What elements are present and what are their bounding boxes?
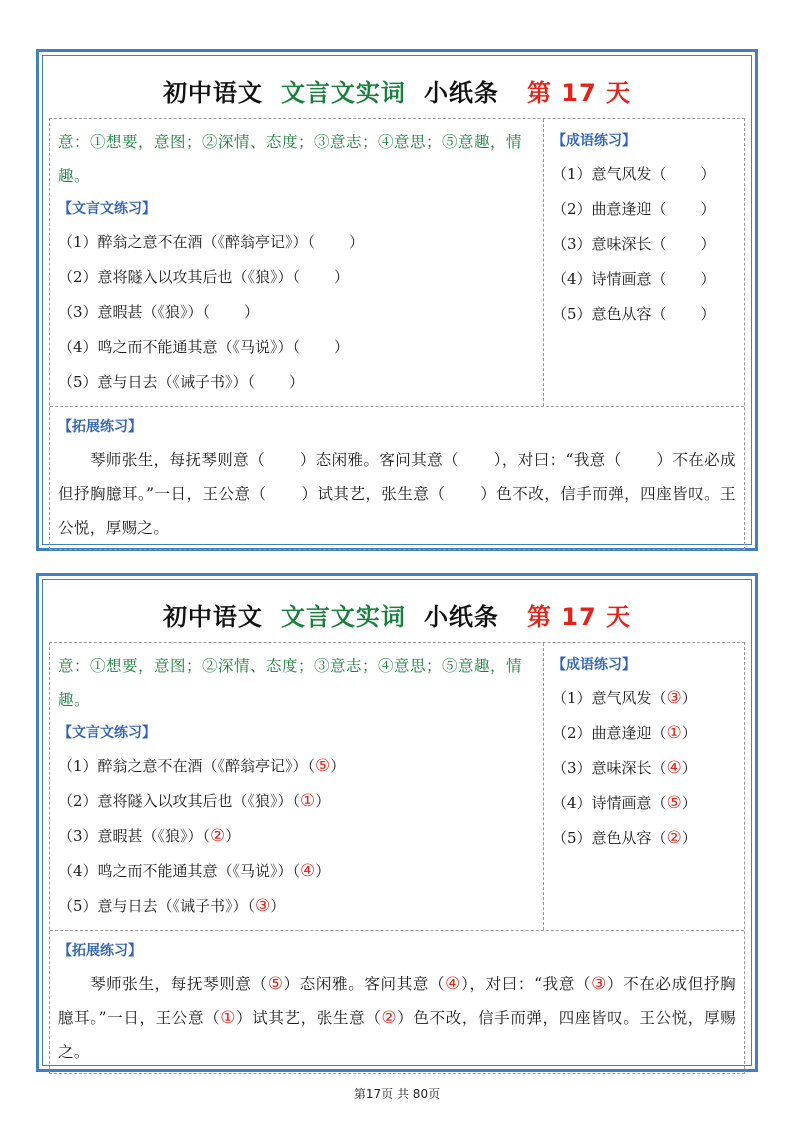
answer-blank[interactable] xyxy=(266,484,301,504)
title-subject: 初中语文 xyxy=(162,78,263,107)
note-card-answers xyxy=(36,573,758,1072)
answer-blank[interactable] xyxy=(667,199,701,219)
classical-item: （1）醉翁之意不在酒（《醉翁亭记》）（⑤） xyxy=(58,756,346,776)
answer-mark: ⑤ xyxy=(666,793,682,813)
answer-mark: ② xyxy=(210,826,226,846)
idiom-item: （2）曲意逢迎（ ） xyxy=(552,200,716,218)
answer-mark: ② xyxy=(666,828,682,848)
title-subject: 初中语文 xyxy=(162,602,263,631)
answer-mark: ④ xyxy=(666,758,682,778)
extend-heading: 【拓展练习】 xyxy=(58,419,142,435)
answer-mark: ③ xyxy=(255,896,271,916)
classical-heading: 【文言文练习】 xyxy=(58,201,156,217)
idiom-heading: 【成语练习】 xyxy=(552,657,636,673)
answer-mark: ⑤ xyxy=(267,974,284,994)
idiom-item: （2）曲意逢迎（①） xyxy=(552,723,697,743)
idiom-item: （1）意气风发（ ） xyxy=(552,165,716,183)
answer-blank[interactable] xyxy=(315,232,349,252)
page-footer: 第17页 共 80页 xyxy=(353,1087,441,1101)
title-day: 第 17 天 xyxy=(526,78,632,107)
idiom-item: （5）意色从容（ ） xyxy=(552,305,716,323)
idiom-item: （4）诗情画意（⑤） xyxy=(552,793,697,813)
classical-item: （5）意与日去（《诫子书》）（ ） xyxy=(58,373,305,391)
answer-blank[interactable] xyxy=(667,304,701,324)
word-definition: 意：①想要，意图；②深情、态度；③意志；④意思；⑤意趣，情趣。 xyxy=(58,133,523,185)
answer-mark: ① xyxy=(220,1008,237,1028)
idiom-item: （4）诗情画意（ ） xyxy=(552,270,716,288)
answer-blank[interactable] xyxy=(622,450,657,470)
title-type: 小纸条 xyxy=(423,602,499,631)
classical-item: （4）鸣之而不能通其意（《马说》）（④） xyxy=(58,861,331,881)
answer-mark: ① xyxy=(300,791,316,811)
answer-blank[interactable] xyxy=(667,269,701,289)
answer-blank[interactable] xyxy=(459,450,494,470)
classical-item: （3）意暇甚（《狼》）（ ） xyxy=(58,303,260,321)
title-type: 小纸条 xyxy=(423,78,499,107)
answer-blank[interactable] xyxy=(300,337,334,357)
answer-mark: ④ xyxy=(445,974,462,994)
answer-blank[interactable] xyxy=(667,234,701,254)
idiom-section xyxy=(544,643,744,930)
answer-mark: ④ xyxy=(300,861,316,881)
card-title xyxy=(49,62,745,118)
classical-heading: 【文言文练习】 xyxy=(58,725,156,741)
answer-blank[interactable] xyxy=(445,484,480,504)
idiom-item: （5）意色从容（②） xyxy=(552,828,697,848)
classical-item: （2）意将隧入以攻其后也（《狼》）（ ） xyxy=(58,268,350,286)
classical-item: （3）意暇甚（《狼》）（②） xyxy=(58,826,241,846)
classical-item: （1）醉翁之意不在酒（《醉翁亭记》）（ ） xyxy=(58,233,365,251)
extend-section xyxy=(50,931,744,1073)
answer-mark: ③ xyxy=(591,974,608,994)
title-topic: 文言文实词 xyxy=(280,78,406,107)
answer-blank[interactable] xyxy=(255,372,289,392)
card-frame xyxy=(42,579,752,1066)
answer-mark: ① xyxy=(666,723,682,743)
word-definition: 意：①想要，意图；②深情、态度；③意志；④意思；⑤意趣，情趣。 xyxy=(58,657,523,709)
card-frame xyxy=(42,55,752,545)
title-topic: 文言文实词 xyxy=(280,602,406,631)
classical-section xyxy=(50,119,544,406)
extend-heading: 【拓展练习】 xyxy=(58,943,142,959)
idiom-heading: 【成语练习】 xyxy=(552,133,636,149)
idiom-section xyxy=(544,119,744,406)
answer-mark: ② xyxy=(381,1008,398,1028)
answer-blank[interactable] xyxy=(667,164,701,184)
extend-passage: 琴师张生，每抚琴则意（ ）态闲雅。客问其意（ ），对曰：“我意（ ）不在必成但抒胸臆耳。”一日，王公意（ ）试其艺，张生意（ ）色不改，信手而弹，四座皆叹。王公悦，厚赐之。 xyxy=(58,451,736,537)
content-grid xyxy=(49,118,745,550)
extend-passage: 琴师张生，每抚琴则意（⑤）态闲雅。客问其意（④），对曰：“我意（③）不在必成但抒胸臆耳。”一日，王公意（①）试其艺，张生意（②）色不改，信手而弹，四座皆叹。王公悦，厚赐之。 xyxy=(58,974,737,1061)
extend-section xyxy=(50,407,744,549)
classical-item: （5）意与日去（《诫子书》）（③） xyxy=(58,896,286,916)
title-day: 第 17 天 xyxy=(526,602,632,631)
classical-item: （4）鸣之而不能通其意（《马说》）（ ） xyxy=(58,338,350,356)
idiom-item: （3）意味深长（④） xyxy=(552,758,697,778)
idiom-item: （3）意味深长（ ） xyxy=(552,235,716,253)
answer-blank[interactable] xyxy=(210,302,244,322)
content-grid xyxy=(49,642,745,1074)
answer-mark: ⑤ xyxy=(315,756,331,776)
classical-item: （2）意将隧入以攻其后也（《狼》）（①） xyxy=(58,791,331,811)
note-card-exercise xyxy=(36,49,758,551)
classical-section xyxy=(50,643,544,930)
answer-blank[interactable] xyxy=(265,450,300,470)
card-title xyxy=(49,586,745,642)
answer-blank[interactable] xyxy=(300,267,334,287)
answer-mark: ③ xyxy=(666,688,682,708)
idiom-item: （1）意气风发（③） xyxy=(552,688,697,708)
